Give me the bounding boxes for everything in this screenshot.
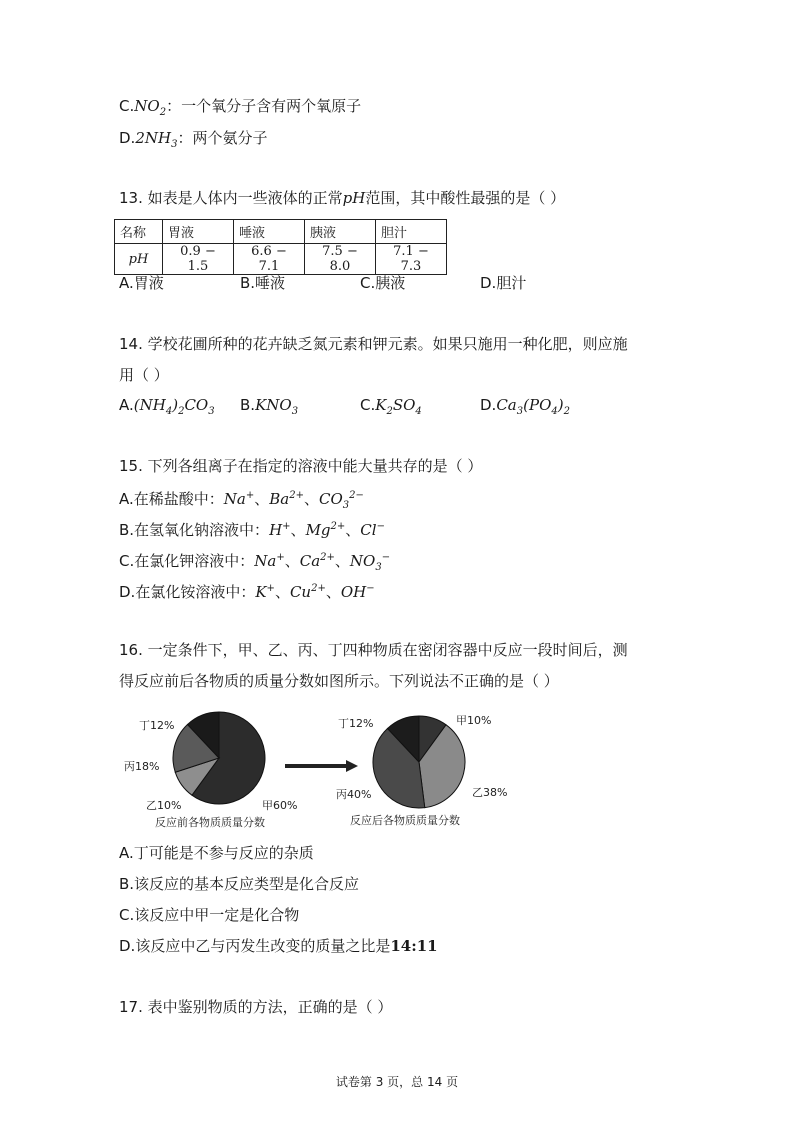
pie-label-before-bing: 丙18% xyxy=(124,760,160,773)
q15-option-a: A.在稀盐酸中：Na+、$Ba^{2+}$、$CO_3^{2-}$ xyxy=(119,490,364,511)
table-header: 名称 xyxy=(115,220,163,244)
formula-no2: $NO_2$ xyxy=(134,97,167,118)
table-header: 胆汁 xyxy=(376,220,447,244)
q15-stem: 15. 下列各组离子在指定的溶液中能大量共存的是（ ） xyxy=(119,457,483,475)
q12-option-d xyxy=(119,128,267,155)
q16-option-b: B.该反应的基本反应类型是化合反应 xyxy=(119,875,360,893)
q15-option-c: C.在氯化钾溶液中：Na+、$Ca^{2+}$、$NO_3^-$ xyxy=(119,552,391,573)
q12-option-c xyxy=(119,96,361,123)
pie-chart-after xyxy=(373,716,465,808)
q16-option-d: D.该反应中乙与丙发生改变的质量之比是14:11 xyxy=(119,937,438,955)
pie-label-after-jia: 甲10% xyxy=(456,714,492,727)
table-header: 胃液 xyxy=(163,220,234,244)
pie-label-after-ding: 丁12% xyxy=(338,717,374,730)
option-prefix: C. xyxy=(119,97,135,115)
pie-chart-before xyxy=(173,712,265,804)
arrow-head xyxy=(346,760,358,772)
q13-option-b: B.唾液 xyxy=(240,274,286,292)
table-row xyxy=(115,244,447,275)
table-cell: 0.9 − 1.5 xyxy=(163,244,234,275)
table-cell: 7.5 − 8.0 xyxy=(305,244,376,275)
pie-label-before-ding: 丁12% xyxy=(139,719,175,732)
q16-stem-line2: 得反应前后各物质的质量分数如图所示。下列说法不正确的是（ ） xyxy=(119,672,559,690)
option-prefix: D. xyxy=(119,129,136,147)
q14-option-b: $B.KNO_3$ xyxy=(240,396,299,417)
q16-option-c: C.该反应中甲一定是化合物 xyxy=(119,906,300,924)
table-header-row xyxy=(115,220,447,244)
table-cell: 6.6 − 7.1 xyxy=(234,244,305,275)
q13-option-a: A.胃液 xyxy=(119,274,164,292)
table-header: 唾液 xyxy=(234,220,305,244)
page-footer: 试卷第 3 页，总 14 页 xyxy=(335,1075,459,1089)
table-cell: 7.1 − 7.3 xyxy=(376,244,447,275)
q14-stem-line2: 用（ ） xyxy=(119,366,169,384)
q15-option-b: B.在氢氧化钠溶液中：H+、$Mg^{2+}$、Cl− xyxy=(119,521,385,539)
q16-stem-line1: 16. 一定条件下，甲、乙、丙、丁四种物质在密闭容器中反应一段时间后，测 xyxy=(119,641,628,659)
q14-option-d: $D.Ca_3(PO_4)_2$ xyxy=(480,396,570,417)
q16-option-a: A.丁可能是不参与反应的杂质 xyxy=(119,844,314,862)
q14-stem-line1: 14. 学校花圃所种的花卉缺乏氮元素和钾元素。如果只施用一种化肥，则应施 xyxy=(119,335,628,353)
formula-2nh3: $2NH_3$ xyxy=(135,129,178,150)
q15-option-d: D.在氯化铵溶液中：K+、$Cu^{2+}$、OH− xyxy=(119,583,375,601)
pie-title-before: 反应前各物质质量分数 xyxy=(155,816,265,829)
ph-table xyxy=(114,219,447,275)
table-header: 胰液 xyxy=(305,220,376,244)
q14-option-c: $C.K_2SO_4$ xyxy=(360,396,422,417)
pie-label-before-yi: 乙10% xyxy=(146,799,182,812)
pie-title-after: 反应后各物质质量分数 xyxy=(350,814,460,827)
q17-stem: 17. 表中鉴别物质的方法，正确的是（ ） xyxy=(119,998,393,1016)
q13-stem: 13. 如表是人体内一些液体的正常pH范围，其中酸性最强的是（ ） xyxy=(119,189,566,207)
q13-option-c: C.胰液 xyxy=(360,274,406,292)
table-cell: pH xyxy=(115,244,163,275)
pie-label-after-yi: 乙38% xyxy=(472,786,508,799)
q13-option-d: D.胆汁 xyxy=(480,274,527,292)
q14-option-a: $A.(NH_4)_2CO_3$ xyxy=(119,396,215,417)
option-text: ：一个氧分子含有两个氧原子 xyxy=(166,97,362,115)
pie-label-after-bing: 丙40% xyxy=(336,788,372,801)
option-text: ：两个氨分子 xyxy=(177,129,268,147)
ratio-value: 14:11 xyxy=(390,937,438,955)
pie-label-before-jia: 甲60% xyxy=(262,799,298,812)
